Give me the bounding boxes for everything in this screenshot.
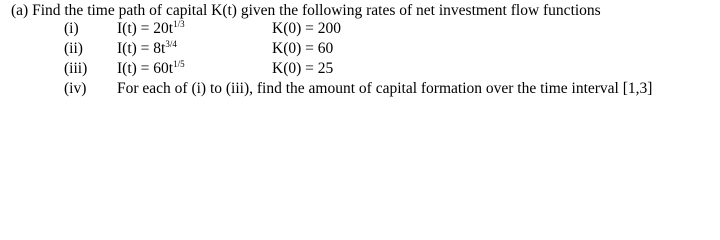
rate-base: I(t) = 60t (117, 60, 174, 77)
investment-rate (117, 60, 185, 78)
item-label: (ii) (64, 40, 83, 57)
rate-exponent: 3/4 (165, 39, 177, 49)
problem-item-ii (0, 40, 720, 58)
investment-rate (117, 40, 177, 58)
rate-exponent: 1/5 (173, 59, 185, 69)
initial-capital: K(0) = 60 (272, 40, 334, 57)
rate-base: I(t) = 20t (117, 20, 174, 37)
investment-rate (117, 20, 185, 38)
initial-capital: K(0) = 200 (272, 20, 342, 37)
question-title: (a) Find the time path of capital K(t) given the following rates of net investment flow functions (11, 2, 601, 19)
problem-item-iv (0, 80, 720, 98)
item-label: (i) (64, 20, 79, 37)
item-label: (iv) (64, 80, 87, 97)
initial-capital: K(0) = 25 (272, 60, 334, 77)
problem-item-i (0, 20, 720, 38)
item-instruction: For each of (i) to (iii), find the amount of capital formation over the time interval [1,3] (117, 80, 653, 97)
rate-exponent: 1/3 (173, 19, 185, 29)
problem-item-iii (0, 60, 720, 78)
item-label: (iii) (64, 60, 88, 77)
rate-base: I(t) = 8t (117, 40, 166, 57)
